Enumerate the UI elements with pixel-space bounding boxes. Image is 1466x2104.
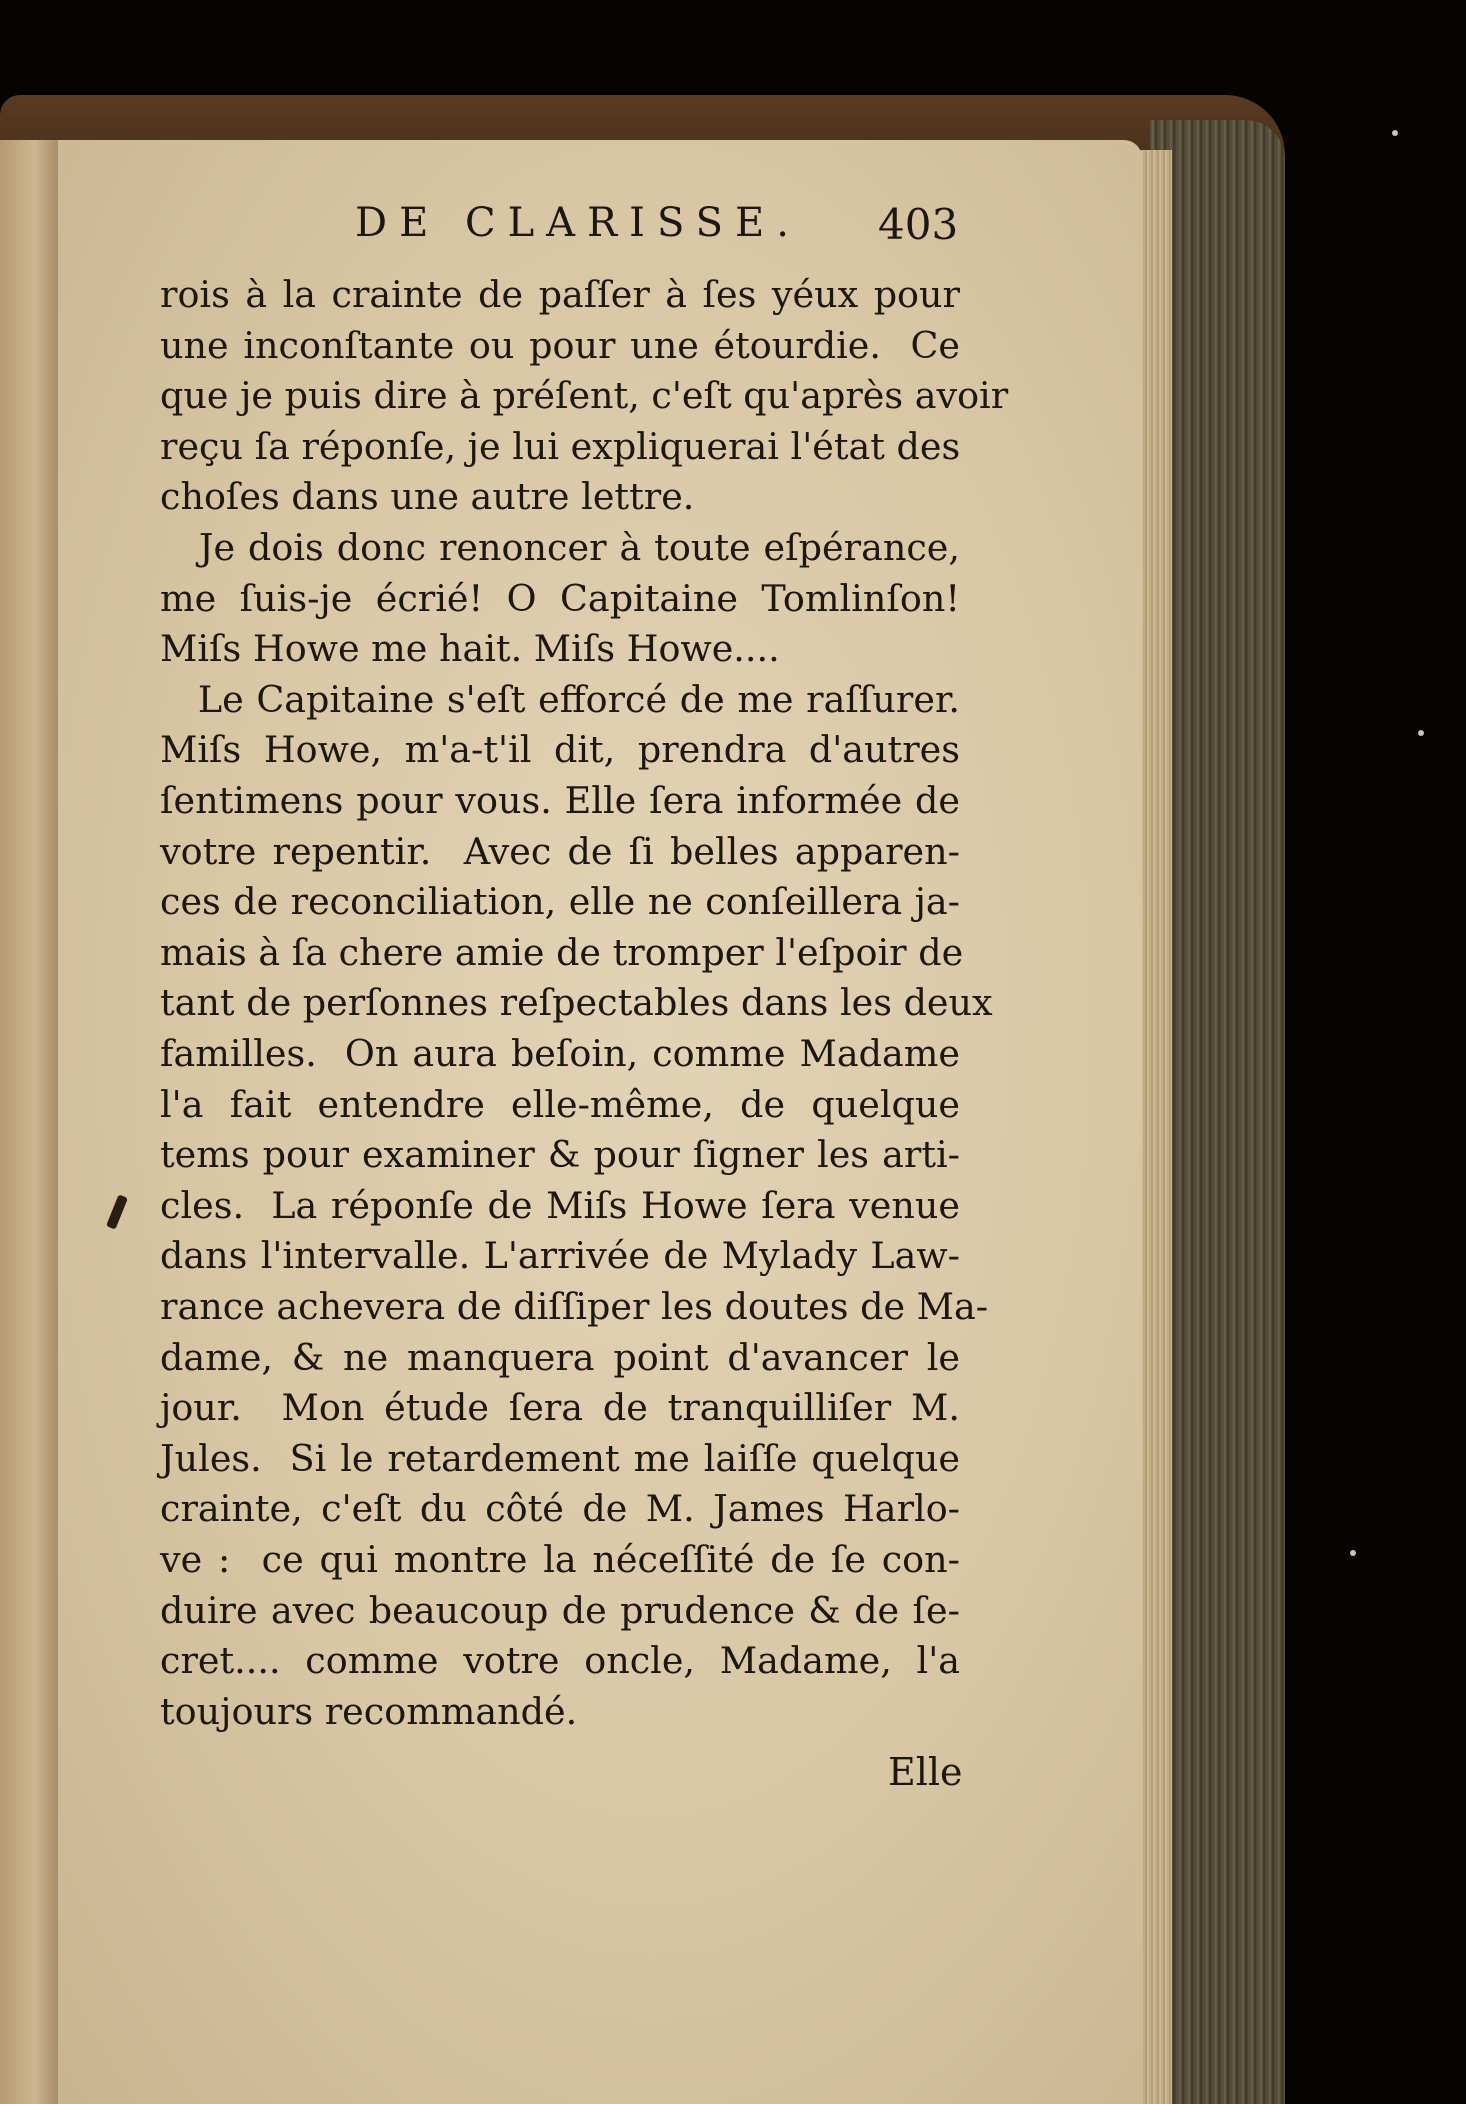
text-line: crainte, c'eſt du côté de M. James Harlo- [160,1487,960,1531]
text-line: tant de perſonnes reſpectables dans les deux [160,981,993,1025]
text-line: ſentimens pour vous. Elle ſera informée de [160,779,960,822]
text-line: duire avec beaucoup de prudence & de ſe- [160,1588,960,1632]
text-line: reçu ſa réponſe, je lui expliquerai l'état des [160,424,961,468]
text-line: Le Capitaine s'eſt efforcé de me raſſurer. [160,677,960,721]
running-head-title: DE CLARISSE. [355,200,801,246]
text-line: ces de reconciliation, elle ne conſeillera ja- [160,880,960,924]
dust-speck [1392,130,1398,136]
text-line: tems pour examiner & pour ſigner les arti- [160,1133,960,1177]
dust-speck [1350,1550,1356,1556]
text-line: une inconſtante ou pour une étourdie. Ce [160,323,960,367]
text-line: me ſuis-je écrié! O Capitaine Tomlinſon! [160,576,960,620]
text-line: dans l'intervalle. L'arrivée de Mylady Law- [160,1234,960,1278]
text-line: cret.... comme votre oncle, Madame, l'a [160,1639,960,1683]
page-number: 403 [878,200,959,249]
text-line: mais à ſa chere amie de tromper l'eſpoir de [160,930,964,974]
text-line: Jules. Si le retardement me laiſſe quelque [160,1436,960,1480]
text-line: jour. Mon étude ſera de tranquilliſer M. [160,1386,960,1430]
text-line: choſes dans une autre lettre. [160,475,695,519]
text-line: dame, & ne manquera point d'avancer le [160,1335,960,1379]
text-line: rance achevera de diſſiper les doutes de Ma- [160,1285,989,1328]
text-line: ve : ce qui montre la néceſſité de ſe con- [160,1538,960,1581]
text-line: l'a fait entendre elle-même, de quelque [160,1082,960,1126]
gutter-shadow [0,140,58,2104]
text-line: votre repentir. Avec de ſi belles apparen- [160,829,960,873]
text-line: cles. La réponſe de Miſs Howe ſera venue [160,1183,960,1227]
text-line: familles. On aura beſoin, comme Madame [160,1032,960,1075]
catchword: Elle [888,1750,963,1794]
text-line: toujours recommandé. [160,1689,578,1733]
text-line: rois à la crainte de paſſer à ſes yéux pour [160,273,960,316]
text-line: Miſs Howe me hait. Miſs Howe.... [160,627,780,671]
text-line: Miſs Howe, m'a-t'il dit, prendra d'autres [160,728,960,772]
text-line: Je dois donc renoncer à toute eſpérance, [160,526,960,569]
text-line: que je puis dire à préſent, c'eſt qu'après avoir [160,374,1009,418]
dust-speck [1418,730,1424,736]
